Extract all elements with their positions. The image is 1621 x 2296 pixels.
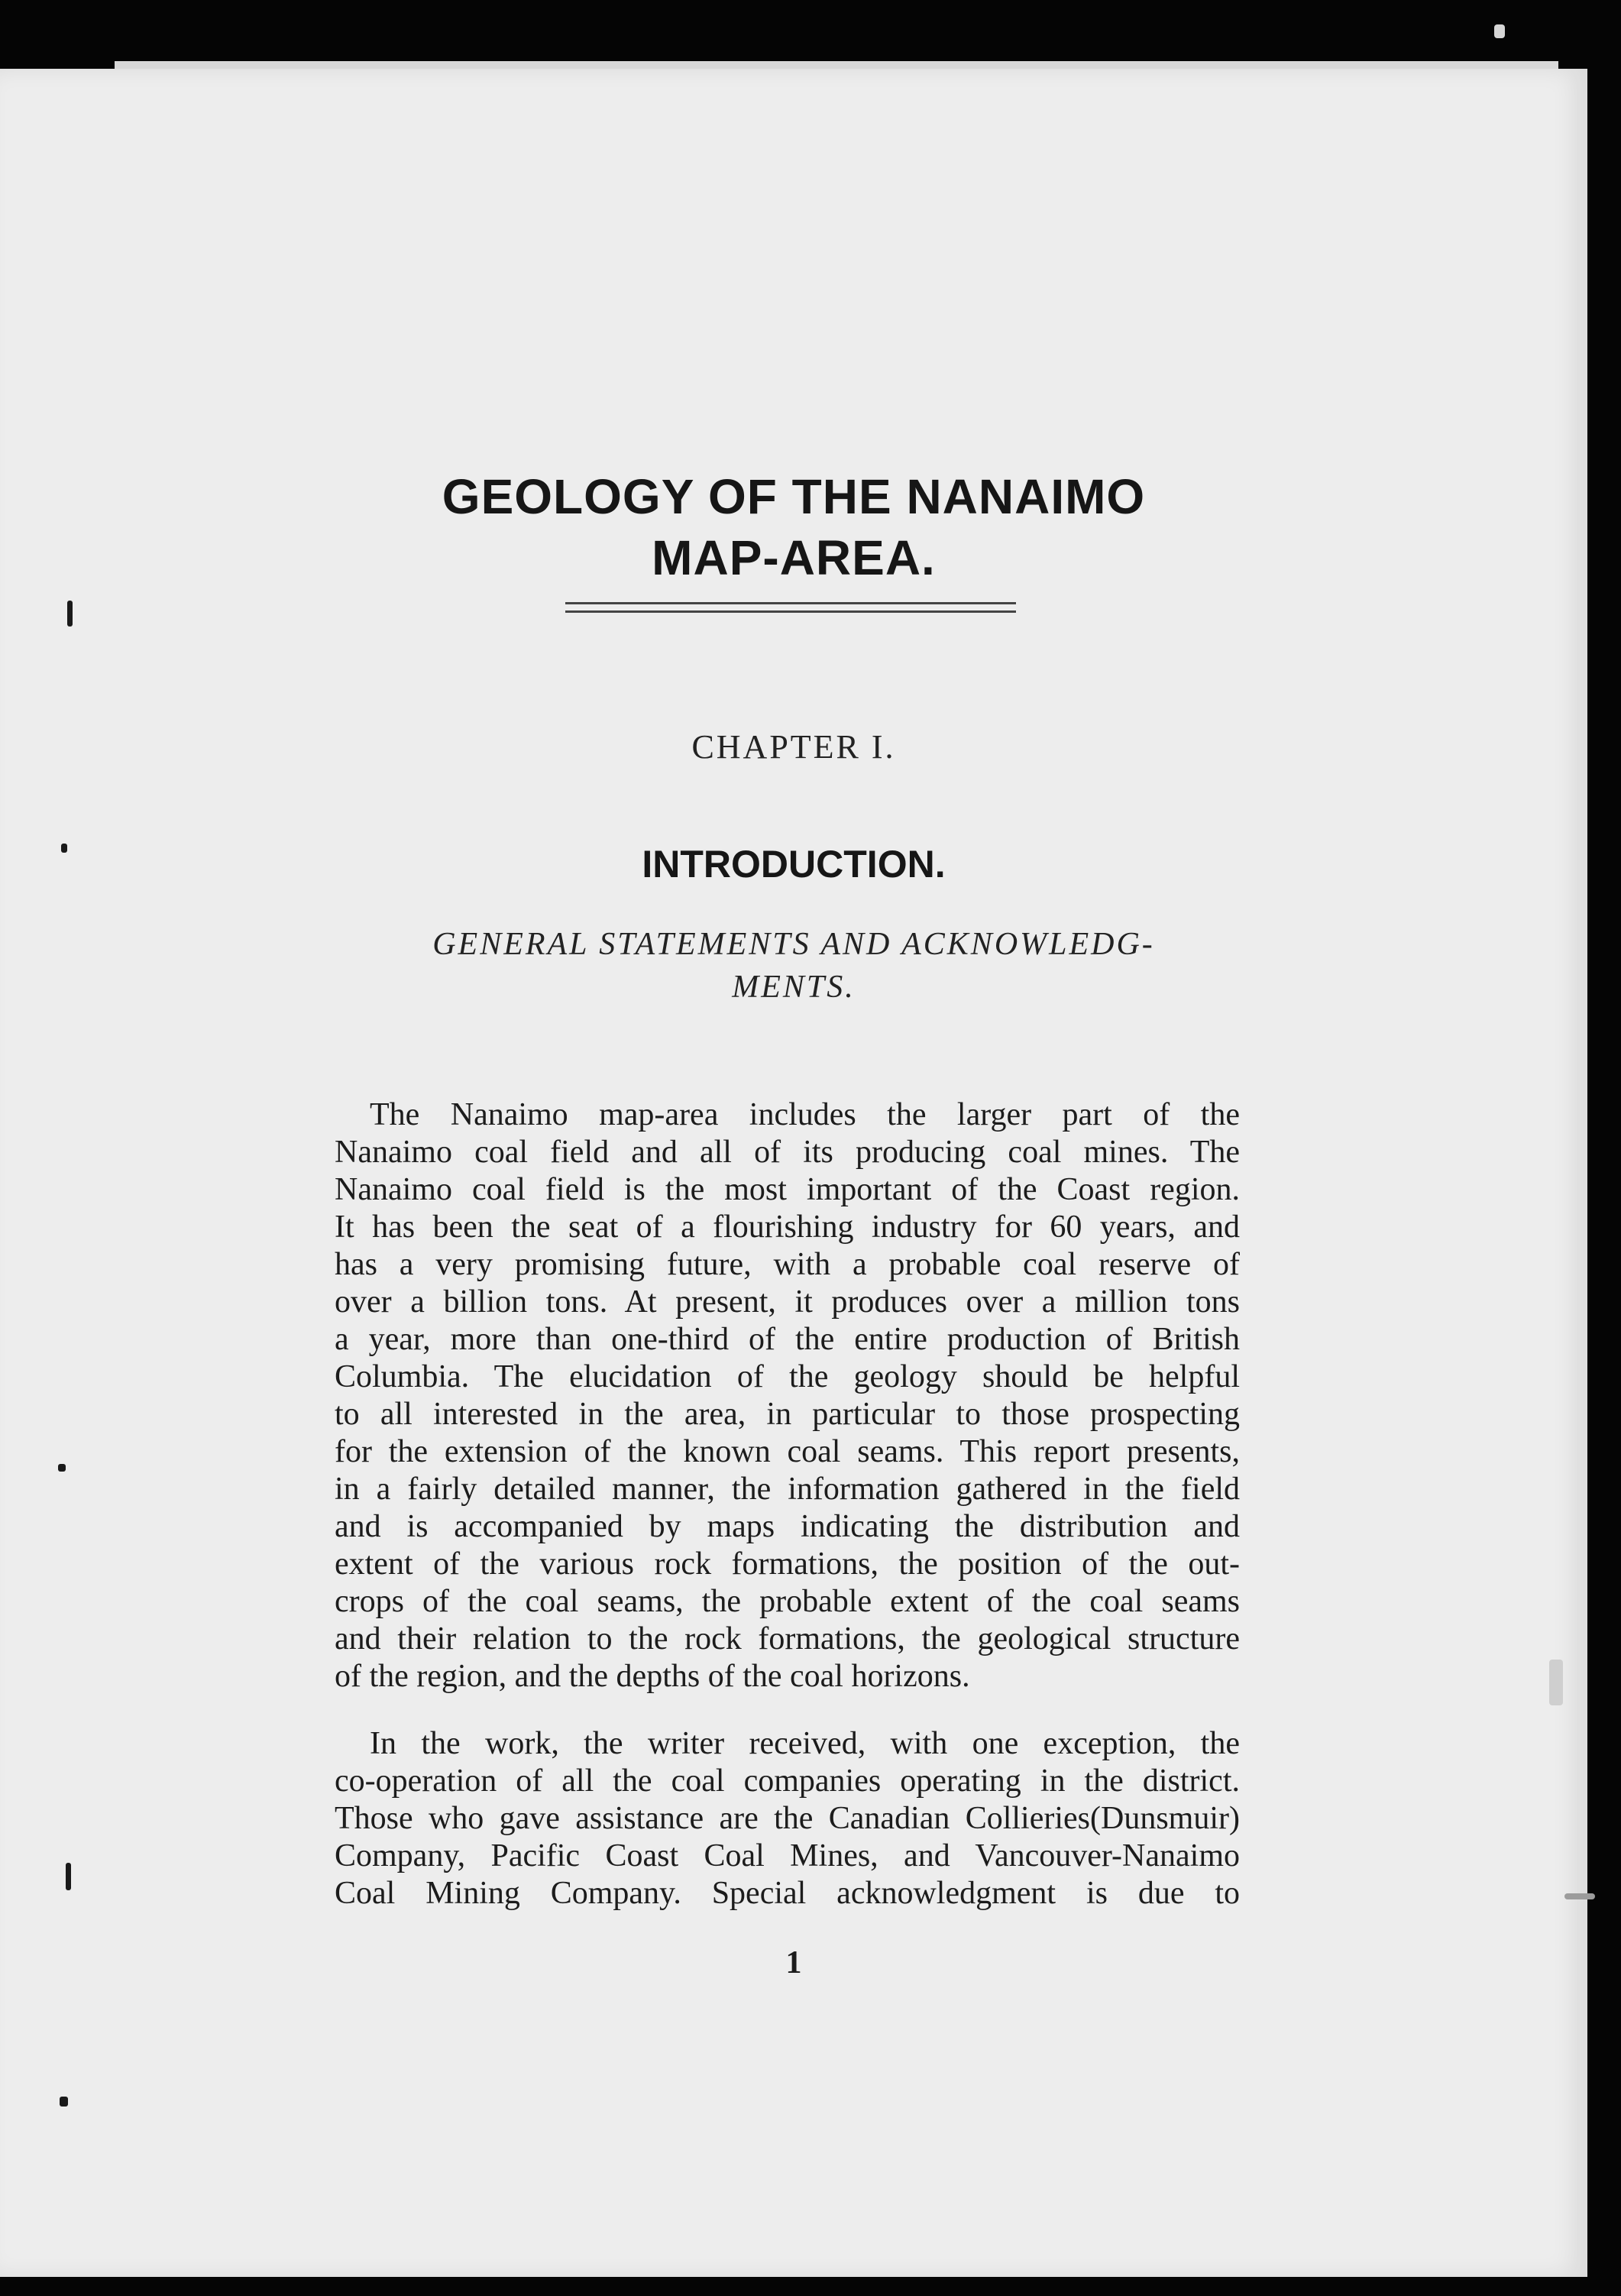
paragraph-line: of the region, and the depths of the coal horizons. — [335, 1659, 970, 1694]
paragraph-line: In the work, the writer received, with one exception, the — [370, 1726, 1240, 1761]
paragraph-line: It has been the seat of a flourishing industry for 60 years, and — [335, 1210, 1240, 1245]
page-number: 1 — [785, 1945, 802, 1980]
paragraph-1 — [335, 1096, 1240, 1695]
scan-margin-mark — [61, 844, 67, 853]
scan-margin-mark — [58, 1464, 66, 1472]
paragraph-line: Nanaimo coal field and all of its producing coal mines. The — [335, 1135, 1240, 1170]
paragraph-line: in a fairly detailed manner, the information gathered in the field — [335, 1472, 1240, 1507]
paragraph-line: Coal Mining Company. Special acknowledgment is due to — [335, 1876, 1240, 1911]
paragraph-line: Company, Pacific Coast Coal Mines, and Vancouver-Nanaimo — [335, 1838, 1240, 1873]
paragraph-line: and is accompanied by maps indicating the distribution and — [335, 1509, 1240, 1544]
scan-margin-mark — [66, 1863, 71, 1890]
subtitle-line-2: MENTS. — [732, 970, 856, 1005]
paragraph-line: to all interested in the area, in particular to those prospecting — [335, 1397, 1240, 1432]
paragraph-line: has a very promising future, with a probable coal reserve of — [335, 1247, 1240, 1282]
scan-artifact — [1494, 24, 1505, 38]
document-title-line-2: MAP-AREA. — [652, 530, 936, 585]
paragraph-line: and their relation to the rock formations, the geological structure — [335, 1621, 1240, 1656]
paragraph-line: a year, more than one-third of the entire production of British — [335, 1322, 1240, 1357]
paragraph-line: for the extension of the known coal seams. This report presents, — [335, 1434, 1240, 1469]
title-double-rule-bottom — [565, 610, 1016, 613]
paragraph-line: Columbia. The elucidation of the geology should be helpful — [335, 1359, 1240, 1394]
paragraph-line: extent of the various rock formations, the position of the out- — [335, 1546, 1240, 1582]
paragraph-2 — [335, 1725, 1240, 1912]
document-title-line-1: GEOLOGY OF THE NANAIMO — [442, 469, 1146, 524]
chapter-heading: CHAPTER I. — [691, 728, 896, 766]
scan-margin-mark — [67, 601, 73, 627]
paragraph-line: Those who gave assistance are the Canadian Collieries(Dunsmuir) — [335, 1801, 1240, 1836]
subtitle-line-1: GENERAL STATEMENTS AND ACKNOWLEDG- — [432, 927, 1155, 962]
paragraph-line: over a billion tons. At present, it produces over a million tons — [335, 1284, 1240, 1320]
scan-artifact — [1564, 1893, 1595, 1899]
scan-artifact — [1549, 1660, 1563, 1705]
paragraph-line: co-operation of all the coal companies operating in the district. — [335, 1763, 1240, 1799]
title-double-rule-top — [565, 602, 1016, 604]
scan-margin-mark — [60, 2097, 68, 2107]
paragraph-line: crops of the coal seams, the probable extent of the coal seams — [335, 1584, 1240, 1619]
scanned-page — [0, 69, 1587, 2277]
paragraph-line: The Nanaimo map-area includes the larger part of the — [370, 1097, 1240, 1132]
paragraph-line: Nanaimo coal field is the most important of the Coast region. — [335, 1172, 1240, 1207]
section-title: INTRODUCTION. — [642, 843, 946, 886]
